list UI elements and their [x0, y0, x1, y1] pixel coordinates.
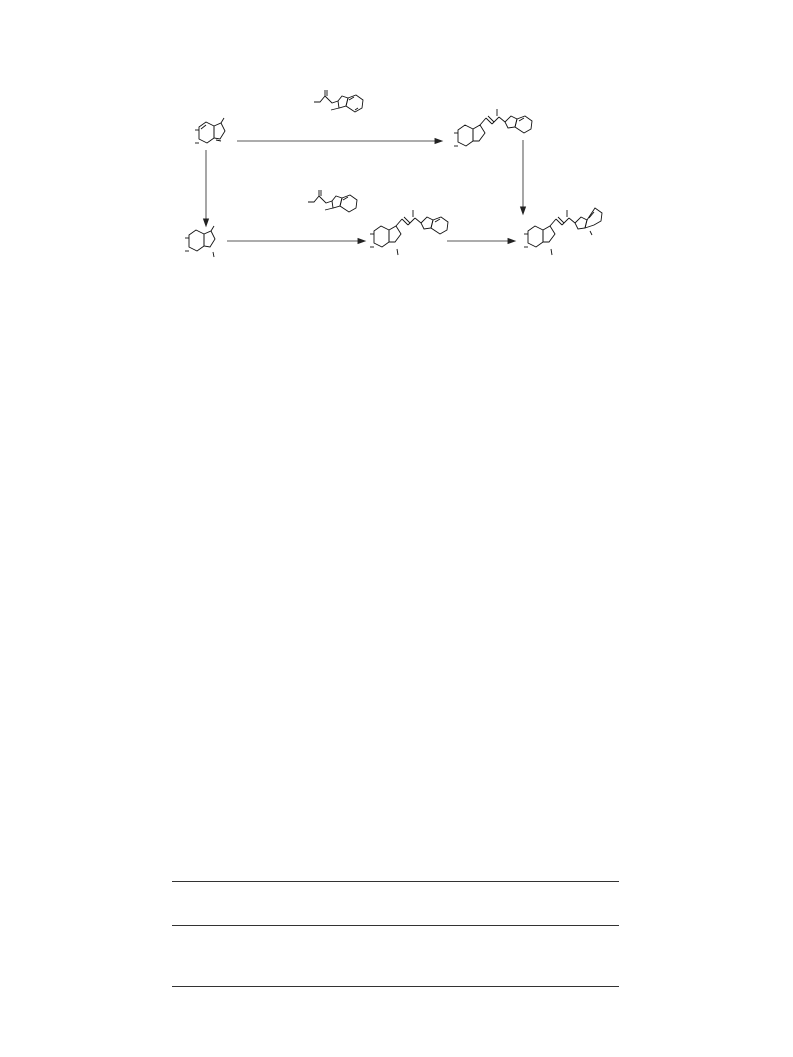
starting-material — [195, 118, 225, 143]
arrow-bottom-left — [227, 239, 365, 244]
reaction-scheme — [0, 0, 793, 320]
intermediate-top-right — [454, 109, 532, 146]
final-product — [524, 208, 602, 255]
table-header-rule — [172, 925, 619, 926]
arrow-top — [237, 139, 442, 144]
compound-bottom-left — [185, 226, 215, 257]
arrow-left-down — [204, 150, 209, 226]
arrow-bottom-right — [447, 239, 515, 244]
table-bottom-rule — [172, 986, 619, 987]
reagent-bottom — [308, 190, 357, 212]
arrow-right-down — [521, 140, 526, 214]
table-top-rule — [172, 881, 619, 882]
reagent-top — [314, 90, 363, 112]
intermediate-bottom-middle — [370, 210, 448, 255]
